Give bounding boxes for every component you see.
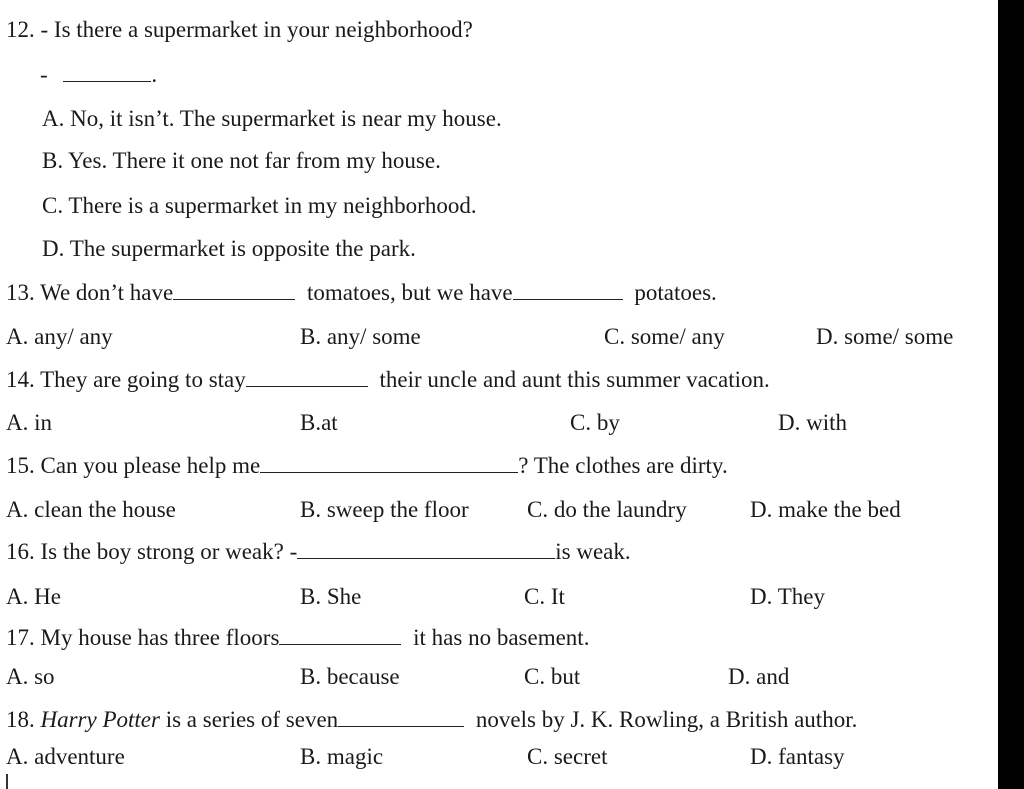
q17-question	[6, 625, 589, 651]
q12-option-b[interactable]: B. Yes. There it one not far from my house.	[42, 148, 441, 173]
q17-option-a[interactable]: A. so	[6, 664, 55, 689]
q14-option-d[interactable]: D. with	[778, 410, 847, 435]
q18-option-d[interactable]: D. fantasy	[750, 744, 845, 769]
right-edge-bar	[998, 0, 1024, 789]
q13-blank-2[interactable]	[513, 281, 623, 300]
q16-option-b[interactable]: B. She	[300, 584, 362, 609]
q18-book-title: Harry Potter	[40, 707, 160, 732]
q17-part1: 17. My house has three floors	[6, 625, 280, 650]
q16-option-c[interactable]: C. It	[524, 584, 565, 609]
q18-blank[interactable]	[338, 708, 464, 727]
q12-answer-prefix: -	[40, 62, 48, 87]
q12-question: 12. - Is there a supermarket in your neighborhood?	[6, 17, 473, 42]
q17-option-b[interactable]: B. because	[300, 664, 400, 689]
q13-option-c[interactable]: C. some/ any	[604, 324, 725, 349]
q12-answer-suffix: .	[151, 62, 158, 87]
q13-part3: potatoes.	[634, 280, 717, 305]
q12-option-c[interactable]: C. There is a supermarket in my neighborhood.	[42, 193, 477, 218]
q14-option-b[interactable]: B.at	[300, 410, 338, 435]
q13-part2: tomatoes, but we have	[306, 280, 513, 305]
q15-part1: 15. Can you please help me	[6, 453, 261, 478]
q14-question	[6, 367, 770, 393]
q17-option-c[interactable]: C. but	[524, 664, 581, 689]
q15-option-a[interactable]: A. clean the house	[6, 497, 176, 522]
q17-blank[interactable]	[279, 626, 401, 645]
q18-part1: is a series of seven	[165, 707, 339, 732]
q16-part2: is weak.	[555, 539, 631, 564]
q15-blank[interactable]	[260, 454, 518, 473]
q16-option-d[interactable]: D. They	[750, 584, 825, 609]
q17-option-d[interactable]: D. and	[728, 664, 790, 689]
q16-question	[6, 539, 631, 565]
bottom-left-tick	[6, 774, 8, 789]
q14-blank[interactable]	[246, 368, 368, 387]
q13-blank-1[interactable]	[173, 281, 295, 300]
q15-option-c[interactable]: C. do the laundry	[527, 497, 687, 522]
q13-part1: 13. We don’t have	[6, 280, 174, 305]
q18-option-c[interactable]: C. secret	[527, 744, 608, 769]
q12-answer-line	[40, 62, 157, 88]
q16-part1: 16. Is the boy strong or weak? -	[6, 539, 298, 564]
q13-option-a[interactable]: A. any/ any	[6, 324, 113, 349]
q12-option-d[interactable]: D. The supermarket is opposite the park.	[42, 236, 416, 261]
q15-option-d[interactable]: D. make the bed	[750, 497, 901, 522]
q18-part2: novels by J. K. Rowling, a British author.	[475, 707, 858, 732]
q17-part2: it has no basement.	[413, 625, 590, 650]
q14-part1: 14. They are going to stay	[6, 367, 246, 392]
q15-question	[6, 453, 728, 479]
q18-option-b[interactable]: B. magic	[300, 744, 384, 769]
q13-option-d[interactable]: D. some/ some	[816, 324, 954, 349]
q18-question	[6, 707, 857, 733]
q16-option-a[interactable]: A. He	[6, 584, 61, 609]
q12-option-a[interactable]: A. No, it isn’t. The supermarket is near my house.	[42, 106, 502, 131]
q14-option-a[interactable]: A. in	[6, 410, 52, 435]
q13-question	[6, 280, 717, 306]
q13-option-b[interactable]: B. any/ some	[300, 324, 421, 349]
q14-part2: their uncle and aunt this summer vacation.	[379, 367, 770, 392]
q18-option-a[interactable]: A. adventure	[6, 744, 125, 769]
q18-number: 18.	[6, 707, 35, 732]
q15-option-b[interactable]: B. sweep the floor	[300, 497, 469, 522]
q16-blank[interactable]	[297, 540, 555, 559]
q15-part2: ? The clothes are dirty.	[518, 453, 728, 478]
q12-answer-blank[interactable]	[63, 63, 151, 82]
q14-option-c[interactable]: C. by	[570, 410, 620, 435]
